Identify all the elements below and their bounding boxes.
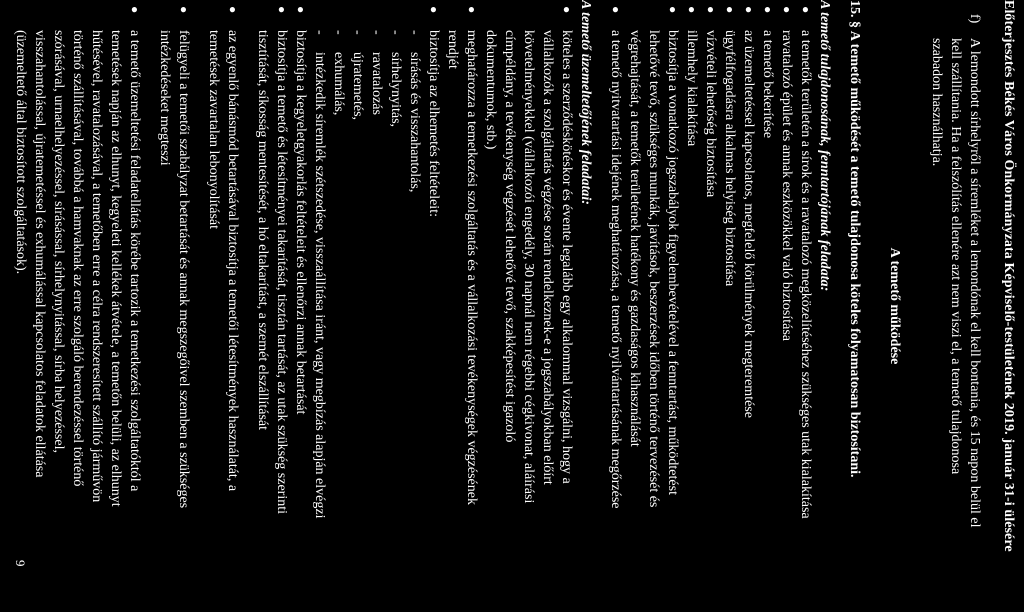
bullet-icon: ● [685, 6, 699, 14]
bullet-icon: ● [275, 6, 289, 14]
dash-icon: - [388, 30, 403, 35]
bullet-icon: ● [742, 6, 756, 14]
bullet-icon: ● [723, 6, 737, 14]
dash-item: ravatalozás [369, 52, 384, 115]
list-item: illemhely kialakítása [684, 30, 699, 147]
dash-icon: - [369, 30, 384, 35]
owner-heading: A temető tulajdonosának, fenntartójának feladata: [817, 0, 832, 292]
list-item: az üzemeltetéssel kapcsolatos, megfelelő körülmények megteremtése [741, 30, 756, 418]
bullet-icon: ● [666, 6, 680, 14]
bullet-icon: ● [465, 6, 479, 14]
section-title: A temető működése [887, 247, 902, 365]
dash-item: sírásás és visszahantolás, [407, 52, 422, 193]
list-item: ravatalozó épület és annak eszközökkel való biztosítása [779, 30, 794, 341]
list-item: felügyeli a temetői szabályzat betartását és annak megszegőivel szemben a szükséges [176, 30, 191, 509]
list-item: dokumentumok, stb.) [483, 30, 498, 150]
dash-item: exhumálás, [331, 52, 346, 116]
bullet-icon: ● [704, 6, 718, 14]
dash-icon: - [312, 30, 327, 35]
dash-icon: - [350, 30, 365, 35]
bullet-icon: ● [761, 6, 775, 14]
list-item: követelményekkel (vállalkozói engedély, 30 napnál nem régebbi cégkivonat, aláírási [521, 30, 536, 504]
text-line: A lemondott sírhelyről a síremléket a lemondónak el kell bontania, és 15 napon belül el [967, 38, 982, 528]
text-line: szabadon használhatja. [929, 38, 944, 167]
list-item: a temető bekerítése [760, 30, 775, 139]
dash-icon: - [407, 30, 422, 35]
bullet-icon: ● [560, 6, 574, 14]
bullet-icon: ● [294, 6, 308, 14]
bullet-icon: ● [427, 6, 441, 14]
text-line: kell szállítania. Ha a felszólítás ellenére azt nem viszi el, a temető tulajdonosa [948, 38, 963, 475]
bullet-icon: ● [799, 6, 813, 14]
list-item: végrehajtását, a temetők területének hatékony és gazdaságos kihasználását [627, 30, 642, 447]
page-number: 9 [13, 560, 28, 567]
list-item: vállalkozók a szolgáltatás végzése során rendelkeznek-e a jogszabályokban előírt [540, 30, 555, 485]
list-item: hűtésével, ravatalozásával, a temetőben erre a célra rendszeresített szállító járművön [89, 30, 104, 503]
list-item: tisztítását, síkosság mentesítését, a hó eltakarítást, a szemét elszállítását [255, 30, 270, 431]
item-marker-f: f) [967, 14, 982, 24]
list-item: címpéldány, a tevékenység végzését lehetővé tevő, szakképesítést igazoló [502, 30, 517, 443]
list-item: temetések napján az elhunyt, kegyeleti kellékek átvétele, a temetőn belüli, az elhunyt [108, 30, 123, 507]
list-item: temetések zavartalan lebonyolítását [206, 30, 221, 230]
list-item: rendjét [445, 30, 460, 69]
list-item: köteles a szerződéskötéskor és évente legalább egy alkalommal vizsgálni, hogy a [559, 30, 574, 484]
list-item: szórásával, urnaelhelyezéssel, sírásással, sírhelynyitással, sírba helyezéssel, [51, 30, 66, 453]
list-item: biztosítja a kegyeletgyakorlás feltételeit és ellenőrzi annak betartását [293, 30, 308, 415]
operator-heading: A temető üzemeltetőjének feladatai: [578, 0, 593, 205]
list-item: történő szállításával, továbbá a hamvaknak az erre szolgáló berendezéssel történő [70, 30, 85, 487]
list-item: az egyenlő bánásmód betartásával biztosítja a temetői létesítmények használatát, a [225, 30, 240, 492]
dash-item: intézkedik síremlék szétszedése, visszaállítása iránt, vagy megbízás alapján elvégzi [312, 52, 327, 519]
list-item: intézkedéseket megteszi [157, 30, 172, 166]
list-item: (üzemeltető által biztosított szolgáltatások). [13, 30, 28, 275]
list-item: visszahantolással, újratemetéssel és exhumálással kapcsolatos feladatok ellátása [32, 30, 47, 478]
list-item: a temetők területén a sírok és a ravatalozó megközelítéséhez szükséges utak kialakítása [798, 30, 813, 519]
dash-icon: - [331, 30, 346, 35]
list-item: a temető nyitvatartási idejének meghatározása, a temető nyilvántartásának megőrzése [608, 30, 623, 509]
dash-item: sírhelynyitás, [388, 52, 403, 128]
list-item: ügyfélfogadásra alkalmas helyiség biztosítása [722, 30, 737, 287]
bullet-icon: ● [780, 6, 794, 14]
list-item: biztosítja a temető és létesítményei takarítását, tisztán tartását, az utak szükség szerinti [274, 30, 289, 514]
paragraph-15: 15. § A temető működését a temető tulajdonosa köteles folyamatosan biztosítani. [847, 0, 862, 478]
page-header: Előterjesztés Békés Város Önkormányzata Képviselő-testületének 2019. január 31-i ülésére [1001, 0, 1016, 552]
bullet-icon: ● [128, 6, 142, 14]
list-item: a temető üzemeltetési feladatellátás körébe tartozik a temetkezési szolgáltatóktól a [127, 30, 142, 492]
list-item: meghatározza a temetkezési szolgáltatás és a vállalkozási tevékenységek végzésének [464, 30, 479, 505]
dash-item: újratemetés, [350, 52, 365, 121]
bullet-icon: ● [177, 6, 191, 14]
bullet-icon: ● [226, 6, 240, 14]
bullet-icon: ● [609, 6, 623, 14]
list-item: biztosítja az elhemetés feltételeit: [426, 30, 441, 217]
list-item: vízvételi lehetőség biztosítása [703, 30, 718, 198]
list-item: lehetővé tevő, szükséges munkák, javítások, beszerzések időben történő tervezését és [646, 30, 661, 508]
list-item: biztosítja a vonatkozó jogszabályok figyelembevételével a fenntartást, működtetést [665, 30, 680, 495]
